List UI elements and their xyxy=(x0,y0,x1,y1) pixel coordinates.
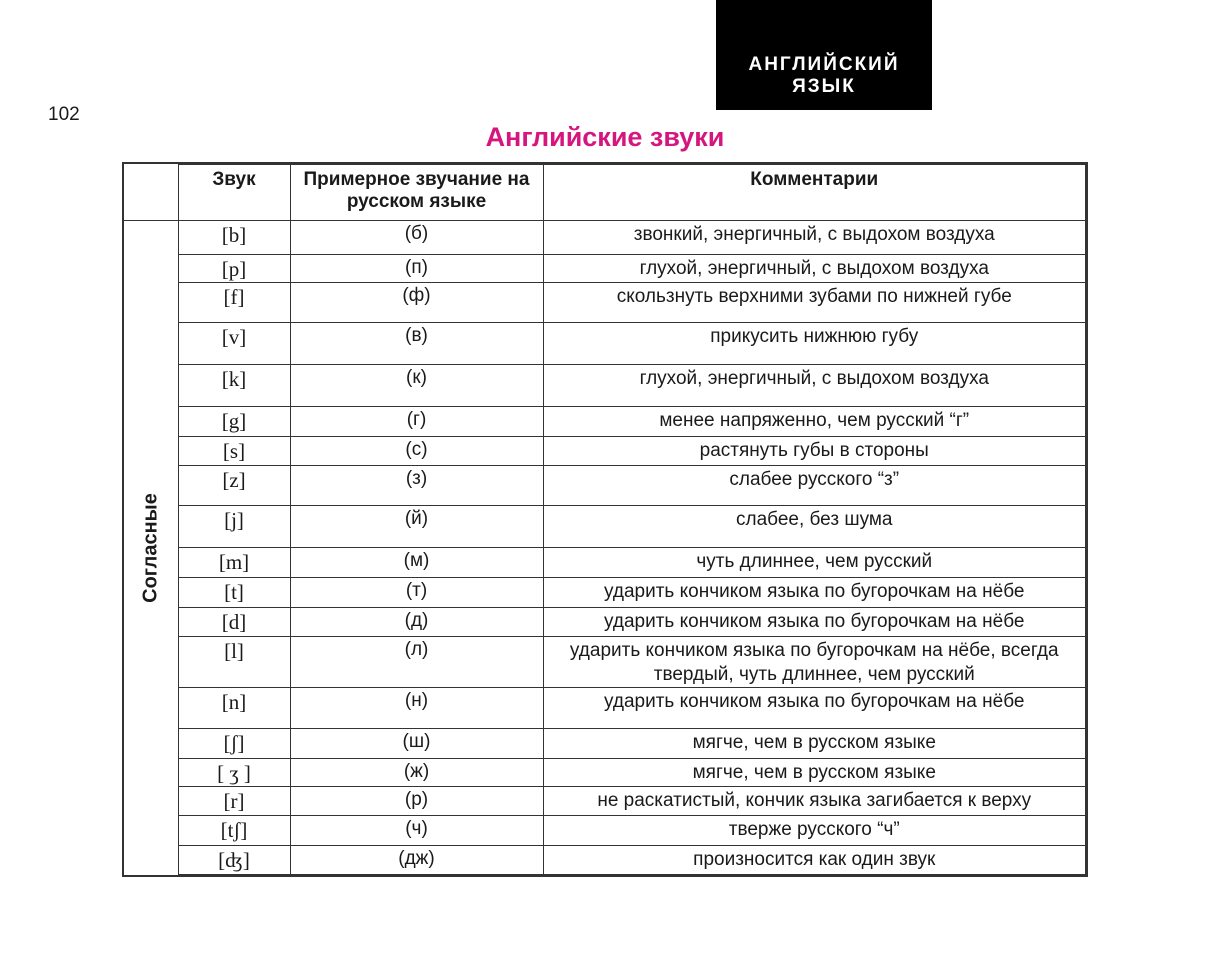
sound-cell: [m] xyxy=(178,548,290,578)
table-row xyxy=(124,283,1086,323)
table-row xyxy=(124,548,1086,578)
sound-cell: [tʃ] xyxy=(178,815,290,845)
table-row xyxy=(124,323,1086,365)
approx-cell: (д) xyxy=(290,607,543,636)
approx-cell: (р) xyxy=(290,786,543,815)
table-row xyxy=(124,607,1086,636)
comment-cell: ударить кончиком языка по бугорочкам на нёбе, всегда твердый, чуть длиннее, чем русский xyxy=(543,636,1086,687)
header-comment: Комментарии xyxy=(543,165,1086,221)
approx-cell: (ж) xyxy=(290,758,543,786)
table-row xyxy=(124,437,1086,466)
sound-cell: [p] xyxy=(178,255,290,283)
page-title: Английские звуки xyxy=(485,122,725,152)
comment-cell: скользнуть верхними зубами по нижней губе xyxy=(543,283,1086,323)
comment-cell: прикусить нижнюю губу xyxy=(543,323,1086,365)
comment-cell: ударить кончиком языка по бугорочкам на нёбе xyxy=(543,687,1086,728)
approx-cell: (н) xyxy=(290,687,543,728)
sound-cell: [f] xyxy=(178,283,290,323)
sounds-table xyxy=(122,162,1088,877)
approx-cell: (к) xyxy=(290,365,543,407)
table-row xyxy=(124,815,1086,845)
sound-cell: [ʤ] xyxy=(178,845,290,874)
sound-cell: [d] xyxy=(178,607,290,636)
comment-cell: растянуть губы в стороны xyxy=(543,437,1086,466)
approx-cell: (п) xyxy=(290,255,543,283)
approx-cell: (б) xyxy=(290,221,543,255)
approx-cell: (в) xyxy=(290,323,543,365)
sound-cell: [k] xyxy=(178,365,290,407)
approx-cell: (з) xyxy=(290,466,543,506)
sound-cell: [n] xyxy=(178,687,290,728)
sound-cell: [l] xyxy=(178,636,290,687)
approx-cell: (ч) xyxy=(290,815,543,845)
comment-cell: ударить кончиком языка по бугорочкам на нёбе xyxy=(543,607,1086,636)
group-cell xyxy=(124,221,178,875)
section-header-label: АНГЛИЙСКИЙ ЯЗЫК xyxy=(748,54,900,97)
comment-cell: звонкий, энергичный, с выдохом воздуха xyxy=(543,221,1086,255)
table-row xyxy=(124,636,1086,687)
sound-cell: [s] xyxy=(178,437,290,466)
table-row xyxy=(124,407,1086,437)
approx-cell: (с) xyxy=(290,437,543,466)
approx-cell: (ф) xyxy=(290,283,543,323)
section-header-box xyxy=(716,0,932,110)
comment-cell: чуть длиннее, чем русский xyxy=(543,548,1086,578)
sound-cell: [r] xyxy=(178,786,290,815)
approx-cell: (й) xyxy=(290,506,543,548)
header-sound: Звук xyxy=(178,165,290,221)
sound-cell: [z] xyxy=(178,466,290,506)
sound-cell: [v] xyxy=(178,323,290,365)
comment-cell: не раскатистый, кончик языка загибается к верху xyxy=(543,786,1086,815)
approx-cell: (г) xyxy=(290,407,543,437)
comment-cell: ударить кончиком языка по бугорочкам на нёбе xyxy=(543,578,1086,607)
table-row xyxy=(124,728,1086,758)
table-row xyxy=(124,758,1086,786)
table-header-row xyxy=(124,165,1086,221)
comment-cell: тверже русского “ч” xyxy=(543,815,1086,845)
comment-cell: слабее, без шума xyxy=(543,506,1086,548)
sound-cell: [ʃ] xyxy=(178,728,290,758)
comment-cell: мягче, чем в русском языке xyxy=(543,758,1086,786)
table-row xyxy=(124,255,1086,283)
table-row xyxy=(124,466,1086,506)
table-row xyxy=(124,845,1086,874)
comment-cell: мягче, чем в русском языке xyxy=(543,728,1086,758)
table-row xyxy=(124,786,1086,815)
approx-cell: (м) xyxy=(290,548,543,578)
comment-cell: глухой, энергичный, с выдохом воздуха xyxy=(543,255,1086,283)
approx-cell: (ш) xyxy=(290,728,543,758)
group-label: Согласные xyxy=(139,492,162,603)
table-row xyxy=(124,578,1086,607)
table-row xyxy=(124,221,1086,255)
comment-cell: слабее русского “з” xyxy=(543,466,1086,506)
sound-cell: [t] xyxy=(178,578,290,607)
approx-cell: (л) xyxy=(290,636,543,687)
approx-cell: (т) xyxy=(290,578,543,607)
approx-cell: (дж) xyxy=(290,845,543,874)
sound-cell: [j] xyxy=(178,506,290,548)
page-number: 102 xyxy=(48,104,80,125)
table-row xyxy=(124,506,1086,548)
comment-cell: менее напряженно, чем русский “г” xyxy=(543,407,1086,437)
table-row xyxy=(124,687,1086,728)
sound-cell: [g] xyxy=(178,407,290,437)
header-empty-cell xyxy=(124,165,178,221)
comment-cell: произносится как один звук xyxy=(543,845,1086,874)
table-row xyxy=(124,365,1086,407)
sound-cell: [b] xyxy=(178,221,290,255)
sound-cell: [ ʒ ] xyxy=(178,758,290,786)
comment-cell: глухой, энергичный, с выдохом воздуха xyxy=(543,365,1086,407)
header-approx: Примерное звучание на русском языке xyxy=(290,165,543,221)
